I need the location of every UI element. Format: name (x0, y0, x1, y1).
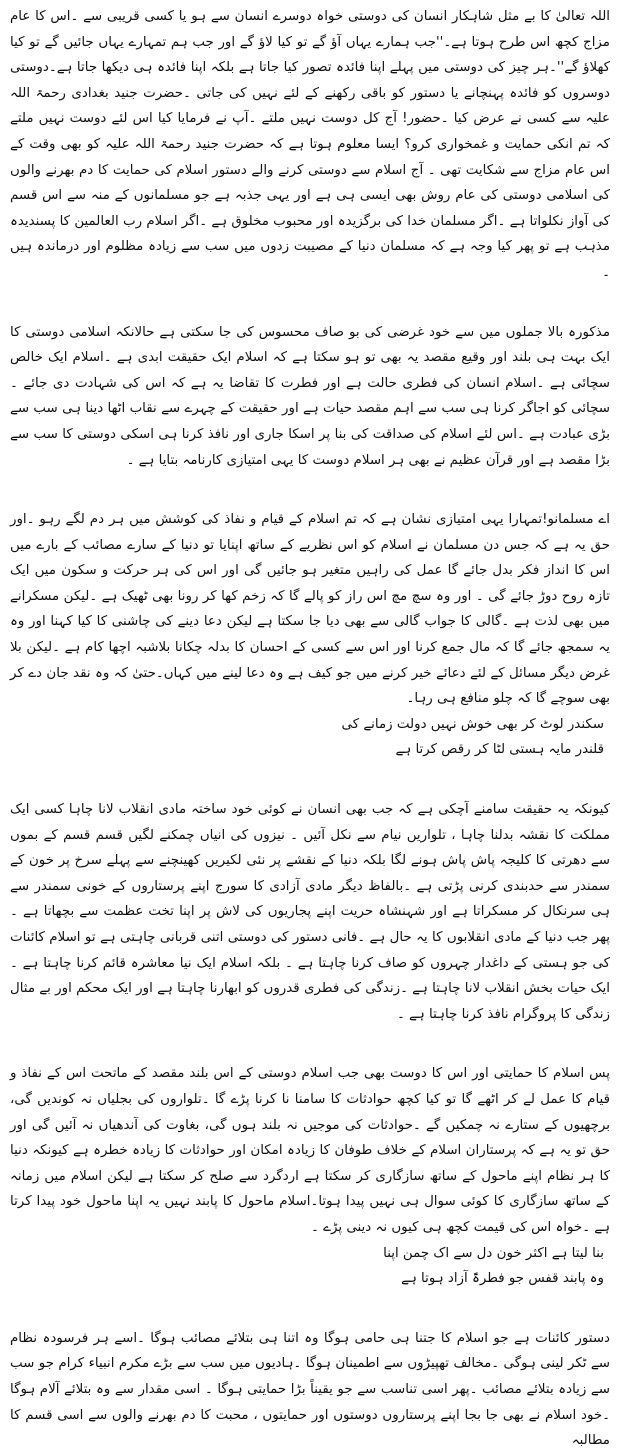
paragraph-gap (10, 1292, 610, 1326)
paragraph-gap (10, 1027, 610, 1061)
paragraph-1: اللہ تعالیٰ کا بے مثل شاہکار انسان کی دوستی خواہ دوسرے انسان سے ہو یا کسی قریبی سے ۔اس کا عام مزاج کچھ اس طرح ہوتا ہے۔''جب ہمارے یہاں آؤ گے تو کیا لاؤ گے اور جب ہم تمہارے یہاں جائیں گے تو کیا کھلاؤ گے''۔ہر چیز کی دوستی میں پہلے اپنا فائدہ تصور کیا جاتا ہے بلکہ اپنا فائدہ ہی دیکھا جاتا ہے۔دوستی دوسروں کو فائدہ پہنچانے یا دستور کو باقی رکھنے کے لئے نہیں کی جاتی ۔حضرت جنید بغدادی رحمۃ اللہ علیہ سے کسی نے عرض کیا ۔حضور! آج کل دوست نہیں ملتے ۔آپ نے فرمایا کیا اس لئے دوست نہیں ملتے کہ تم انکی حمایت و غمخواری کرو؟ ایسا معلوم ہوتا ہے کہ حضرت جنید رحمۃ اللہ علیہ کو بھی وقت کے اس عام مزاج سے شکایت تھی ۔ آج اسلام سے دوستی کرنے والے دستور اسلام کی حمایت کا دم بھرنے والوں کی اسلامی دوستی کی عام روش بھی ایسی ہی ہے اور یہی جذبہ ہے جو مسلمانوں کے منہ سے اس قسم کی آواز نکلواتا ہے ۔اگر مسلمان خدا کی برگزیدہ اور محبوب مخلوق ہے ۔اگر اسلام رب العالمین کا پسندیدہ مذہب ہے تو پھر کیا وجہ ہے کہ مسلمان دنیا کے مصیبت زدوں میں سب سے زیادہ مظلوم اور درماندہ ہیں ۔ (10, 9, 610, 280)
verse-block-1 (10, 712, 610, 763)
paragraph-gap (10, 473, 610, 507)
paragraph-2: مذکورہ بالا جملوں میں سے خود غرضی کی بو صاف محسوس کی جا سکتی ہے حالانکہ اسلامی دوستی کا ایک بہت ہی بلند اور وقیع مقصد یہ بھی تو ہو سکتا ہے کہ اسلام ایک حقیقت ابدی ہے ۔اسلام ایک خالص سچائی ہے ۔اسلام انسان کی فطری حالت ہے اور فطرت کا تقاضا یہ ہے کہ اس کی شہادت دی جائے ۔سچائی کو اجاگر کرنا ہی سب سے اہم مقصد حیات ہے اور حقیقت کے چہرے سے نقاب اٹھا دینا ہی سب سے بڑی عبادت ہے ۔اس لئے اسلام کی صداقت کی بنا پر اسکا جاری اور نافذ کرنا ہی اسکی دوستی کا سب سے بڑا مقصد ہے اور قرآن عظیم نے بھی ہر اسلام دوست کا یہی امتیازی کارنامہ بتایا ہے ۔ (10, 324, 610, 468)
verse-line: وہ پابند قفس جو فطرۃً آزاد ہوتا ہے (401, 1271, 604, 1287)
paragraph-5: پس اسلام کا حمایتی اور اس کا دوست بھی جب اسلام دوستی کے اس بلند مقصد کے ماتحت اس کے نفاذ و قیام کا عمل لے کر اٹھے گا تو کیا کچھ حوادثات کا سامنا نا کرنا پڑے گا ۔تلواروں کی بجلیاں نہ کوندیں گی، برچھیوں کے ستارے نہ چمکیں گے ۔حوادثات کی موجیں نہ بلند ہوں گی، بغاوت کی آندھیاں نہ آئیں گی اور حق تو یہ ہے کہ پرستاران اسلام کے خلاف طوفان کا زیادہ امکان اور حوادثات کا زیادہ خطرہ ہے کیونکہ دنیا کا ہر نظام اپنے ماحول کے ساتھ سازگاری کر سکتا ہے اردگرد سے صلح کر سکتا ہے لیکن اسلام میں زمانہ کے ساتھ سازگاری کا کوئی سوال ہی نہیں پیدا ہوتا۔اسلام ماحول کا پابند نہیں یہ اپنا ماحول خود پیدا کرتا ہے ۔خواہ اس کی قیمت کچھ ہی کیوں نہ دینی پڑے ۔ (10, 1066, 610, 1235)
verse-line: قلندر مایہ ہستی لٹا کر رقص کرتا ہے (395, 742, 604, 758)
paragraph-gap (10, 286, 610, 320)
verse-block-2 (10, 1241, 610, 1292)
verse-line: بنا لیتا ہے اکثر خون دل سے اک چمن اپنا (383, 1245, 604, 1261)
paragraph-3: اے مسلمانو!تمہارا یہی امتیازی نشان ہے کہ تم اسلام کے قیام و نفاذ کی کوشش میں ہر دم لگے رہو ۔اور حق یہ ہے کہ جس دن مسلمان نے اسلام کو اس نظریے کے ساتھ اپنایا تو دنیا کے سارے مصائب کے بارے میں اس کا انداز فکر بدل جائے گا عمل کی راہیں متغیر ہو جائیں گی اور اس کی ہر حرکت و سکون میں ایک تازہ روح دوڑ جائے گی ۔ اور وہ سچ مچ اس راز کو پالے گا کہ زخم کھا کر رونا بھی ٹھیک ہے ۔لیکن مسکرانے میں بھی لذت ہے ۔گالی کا جواب گالی سے بھی دیا جا سکتا ہے لیکن دعا دینے کی چاشنی کا کیا کہنا اور وہ یہ سمجھ جائے گا کہ مال جمع کرنا اور اس سے کسی کے احسان کا بدلہ چکانا بلاشبہ اچھا کام ہے ۔لیکن بلا غرض دیگر مسائل کے لئے دعائے خیر کرنے میں جو کیف ہے وہ دعا لینے میں کہاں۔حتیٰ کہ وہ نقد جان دے کر بھی سوچے گا کہ چلو منافع ہی رہا۔ (10, 512, 610, 707)
paragraph-6: دستور کائنات ہے جو اسلام کا جتنا ہی حامی ہوگا وہ اتنا ہی بتلائے مصائب ہوگا ۔اسے ہر فرسودہ نظام سے ٹکر لینی ہوگی ۔مخالف تھپیڑوں سے اطمینان ہوگا ۔ہادیوں میں سب سے بڑے مکرم انبیاء کرام جو سب سے زیادہ بتلائے مصائب ۔پھر اسی تناسب سے جو یقیناً بڑا حمایتی ہوگا ۔ اسی مقدار سے وہ بتلائے آلام ہوگا ۔خود اسلام نے بھی جا بجا اپنے پرستاروں دوستوں اور حمایتوں ، محبت کا دم بھرنے والوں سے اسی قسم کا مطالبہ (10, 1330, 610, 1449)
verse-line: سکندر لوٹ کر بھی خوش نہیں دولت زمانے کی (341, 716, 604, 732)
paragraph-4: کیونکہ یہ حقیقت سامنے آچکی ہے کہ جب بھی انسان نے کوئی خود ساختہ مادی انقلاب لانا چاہا کسی ایک مملکت کا نقشہ بدلنا چاہا ، تلواریں نیام سے نکل آئیں ۔ نیزوں کی انیاں چمکنے لگیں قسم قسم کے بموں سے دھرتی کا کلیجہ پاش پاش ہونے لگا بلکہ دنیا کے نقشے پر نئی لکیریں کھینچنے سے پہلے سرخ پر خون کے سمندر سے حدبندی کرنی پڑتی ہے ۔بالفاظ دیگر مادی آزادی کا سورج اپنے پرستاروں کے خونی سمندر سے ہی سرنکال کر مسکراتا ہے اور شہنشاہ حریت اپنے پجاریوں کی لاش پر اپنا تخت عظمت سے بچھاتا ہے ۔ پھر جب دنیا کے مادی انقلابوں کا یہ حال ہے ۔فانی دستور کی دوستی اتنی قربانی چاہتی ہے تو اسلام کائنات کی جو ہستی کے داغدار چہروں کو صاف کرنا چاہتا ہے ۔ بلکہ اسلام ایک نیا معاشرہ قائم کرنا چاہتا ہے ۔ایک حیات بخش انقلاب لانا چاہتا ہے ۔زندگی کی فطری قدروں کو ابھارنا چاہتا ہے اور ایک محکم اور بے مثال زندگی کا پروگرام نافذ کرنا چاہتا ہے ۔ (10, 802, 610, 1022)
paragraph-gap (10, 763, 610, 797)
